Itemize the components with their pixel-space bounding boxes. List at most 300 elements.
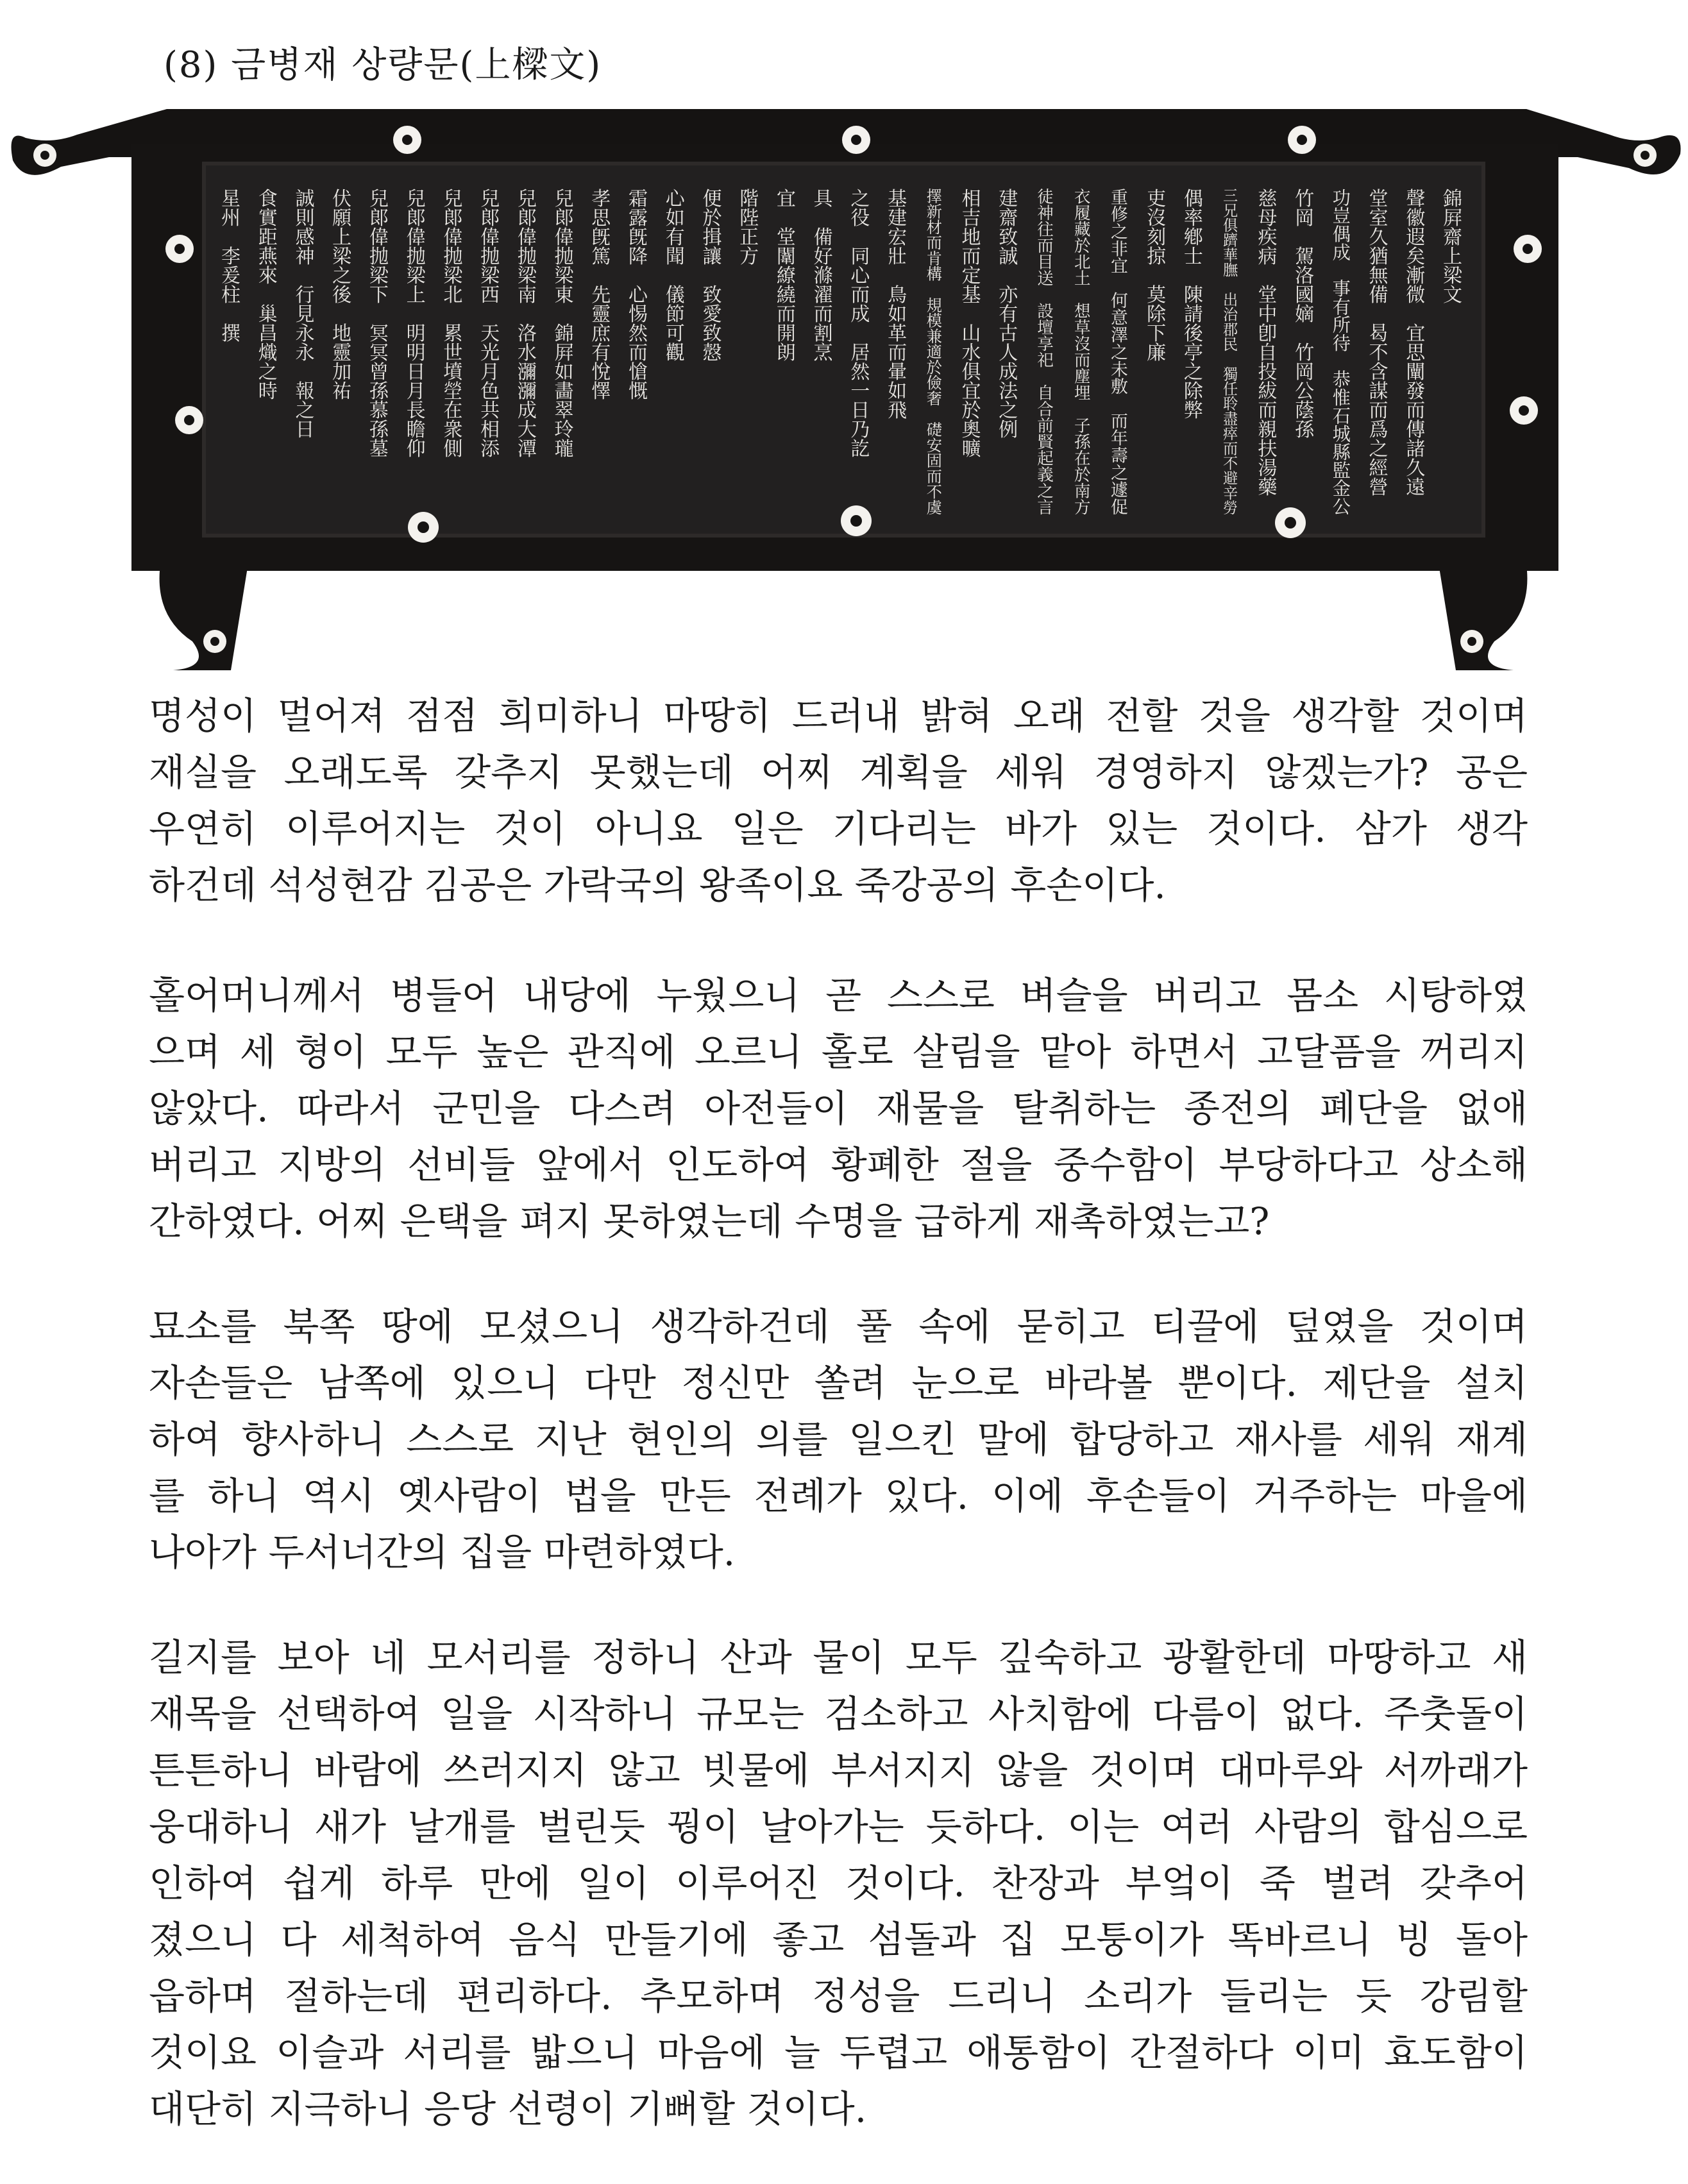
inscription-glyph: 齋 [999,207,1018,230]
inscription-glyph: 而 [1258,400,1278,422]
inscription-glyph: 親 [1258,419,1278,441]
text-line: 버리고 지방의 선비들 앞에서 인도하여 황폐한 절을 중수함이 부당하다고 상소해 [149,1143,1528,1187]
text-line: 간하였다. 어찌 은택을 펴지 못하였는데 수명을 급하게 재촉하였는고? [149,1199,1270,1243]
inscription-glyph: 而 [1074,351,1091,371]
inscription-glyph: 孫 [369,380,389,403]
text-line: 것이요 이슬과 서리를 밟으니 마음에 늘 두렵고 애통함이 간절하다 이미 효도함이 [149,2031,1528,2074]
inscription-glyph: 躋 [1223,232,1238,250]
inscription-glyph: 恭 [1332,369,1351,391]
inscription-glyph: 澤 [1111,325,1128,346]
inscription-glyph: 盡 [1223,410,1238,428]
inscription-glyph: 然 [629,323,648,345]
inscription-glyph: 礎 [926,420,942,439]
inscription-glyph: 翠 [554,400,574,422]
text-line: 않았다. 따라서 군민을 다스려 아전들이 재물을 탈취하는 종전의 폐단을 없애 [149,1087,1528,1130]
inscription-glyph: 月 [480,361,500,384]
inscription-glyph: 如 [665,207,685,230]
inscription-glyph: 來 [258,265,278,287]
inscription-glyph: 梁 [480,265,500,287]
inscription-glyph: 方 [739,246,759,268]
inscription-glyph: 竹 [1295,188,1315,210]
inscription-glyph: 而 [1037,237,1054,256]
inscription-glyph: 朗 [776,342,796,364]
inscription-glyph: 兒 [517,188,537,210]
inscription-glyph: 未 [1111,360,1128,380]
inscription-glyph: 慕 [369,400,389,422]
inscription-glyph: 下 [369,284,389,307]
inscription-glyph: 日 [406,361,426,384]
inscription-glyph: 梁 [443,265,463,287]
inscription-glyph: 監 [1332,460,1351,482]
inscription-glyph: 瞻 [406,419,426,441]
inscription-glyph: 敷 [1111,377,1128,398]
text-line: 웅대하니 새가 날개를 벌린듯 꿩이 날아가는 듯하다. 이는 여러 사람의 합심으로 [149,1805,1528,1849]
inscription-glyph: 享 [1037,335,1054,354]
inscription-glyph: 見 [295,303,315,326]
inscription-glyph: 孫 [369,419,389,441]
inscription-glyph: 意 [1111,308,1128,328]
inscription-glyph: 衆 [443,419,463,441]
inscription-glyph: 金 [1332,478,1351,500]
inscription-glyph: 民 [1223,336,1238,353]
inscription-glyph: 於 [702,207,722,230]
inscription-glyph: 錦 [1443,188,1462,210]
inscription-glyph: 繞 [776,284,796,307]
inscription-glyph: 聲 [1406,188,1426,210]
inscription-glyph: 偉 [480,226,500,249]
inscription-glyph: 則 [295,207,315,230]
inscription-glyph: 上 [332,226,352,249]
inscription-glyph: 土 [1074,269,1091,289]
text-line: 읍하며 절하는데 편리하다. 추모하며 정성을 드리니 소리가 들리는 듯 강림할 [149,1974,1528,2018]
inscription-glyph: 行 [295,284,315,307]
inscription-glyph: 而 [1406,400,1426,422]
inscription-glyph: 前 [1037,416,1054,436]
inscription-glyph: 藏 [1074,220,1091,240]
inscription-glyph: 冥 [369,323,389,345]
inscription-glyph: 紱 [1258,380,1278,403]
inscription-glyph: 惕 [629,303,648,326]
inscription-glyph: 而 [629,342,648,364]
inscription-glyph: 割 [813,323,833,345]
inscription-glyph: 如 [554,361,574,384]
inscription-glyph: 縣 [1332,442,1351,463]
inscription-glyph: 徽 [1406,207,1426,230]
text-line: 하건데 석성현감 김공은 가락국의 왕족이요 죽강공의 후손이다. [149,863,1166,907]
inscription-glyph: 北 [1074,253,1091,273]
inscription-glyph: 悅 [591,361,611,384]
inscription-glyph: 湯 [1258,457,1278,480]
inscription-glyph: 郞 [517,207,537,230]
inscription-glyph: 長 [406,400,426,422]
inscription-glyph: 潭 [517,438,537,461]
inscription-glyph: 營 [1369,477,1388,499]
inscription-glyph: 梁 [517,265,537,287]
inscription-glyph: 靈 [332,342,352,364]
inscription-glyph: 肯 [926,249,942,268]
inscription-glyph: 猶 [1369,246,1388,268]
inscription-glyph: 明 [406,342,426,364]
inscription-glyph: 請 [1183,303,1203,326]
inscription-glyph: 大 [517,419,537,441]
inscription-glyph: 然 [850,361,870,384]
inscription-glyph: 昌 [258,323,278,345]
inscription-glyph: 同 [850,246,870,268]
inscription-glyph: 之 [1369,438,1388,461]
inscription-glyph: 實 [258,207,278,230]
inscription-glyph: 偶 [1183,188,1203,210]
inscription-glyph: 壽 [1111,446,1128,466]
inscription-glyph: 郞 [554,207,574,230]
inscription-glyph: 洛 [1295,265,1315,287]
inscription-glyph: 廉 [1147,342,1167,364]
inscription-glyph: 觀 [665,342,685,364]
inscription-glyph: 神 [295,246,315,268]
inscription-glyph: 合 [1037,400,1054,419]
inscription-glyph: 豈 [1332,205,1351,227]
inscription-glyph: 塵 [1074,368,1091,387]
inscription-glyph: 功 [1332,187,1351,209]
inscription-glyph: 孝 [591,188,611,210]
inscription-glyph: 儉 [926,373,942,393]
inscription-glyph: 含 [1369,361,1388,384]
inscription-glyph: 之 [1111,343,1128,363]
inscription-glyph: 俱 [1223,217,1238,235]
inscription-glyph: 而 [1223,440,1238,458]
inscription-glyph: 後 [332,284,352,307]
inscription-glyph: 於 [1074,237,1091,256]
paragraph-4 [149,1629,1528,2137]
inscription-glyph: 蔭 [1295,400,1315,422]
inscription-glyph: 天 [480,323,500,345]
inscription-glyph: 病 [1258,246,1278,268]
inscription-glyph: 下 [1147,323,1167,345]
inscription-glyph: 梁 [369,265,389,287]
inscription-glyph: 篤 [591,246,611,268]
inscription-glyph: 奢 [926,389,942,408]
inscription-glyph: 之 [258,361,278,384]
inscription-glyph: 曠 [961,438,981,461]
inscription-glyph: 齋 [1443,226,1462,249]
inscription-glyph: 添 [480,438,500,461]
inscription-glyph: 規 [926,296,942,315]
paragraph-3 [149,1298,1528,1580]
inscription-glyph: 神 [1037,204,1054,223]
paragraph-1 [149,688,1528,913]
inscription-glyph: 南 [517,284,537,307]
text-line: 인하여 쉽게 하루 만에 일이 이루어진 것이다. 찬장과 부엌이 죽 벌려 갖추어 [149,1861,1528,1905]
inscription-glyph: 郡 [1223,321,1238,339]
inscription-glyph: 任 [1223,380,1238,398]
inscription-glyph: 庶 [591,323,611,345]
inscription-glyph: 出 [1223,291,1238,309]
inscription-glyph: 擇 [926,187,942,206]
inscription-glyph: 往 [1037,220,1054,240]
inscription-glyph: 誠 [999,246,1018,268]
inscription-glyph: 之 [332,265,352,287]
inscription-glyph: 矣 [1406,246,1426,268]
inscription-glyph: 側 [443,438,463,461]
inscription-glyph: 兒 [406,188,426,210]
inscription-glyph: 好 [813,246,833,268]
inscription-glyph: 奧 [961,419,981,441]
inscription-glyph: 事 [1332,278,1351,300]
inscription-glyph: 惟 [1332,387,1351,409]
inscription-glyph: 心 [629,284,648,307]
inscription-glyph: 堂 [1258,284,1278,307]
inscription-glyph: 繚 [776,265,796,287]
inscription-glyph: 烹 [813,342,833,364]
inscription-glyph: 熾 [258,342,278,364]
inscription-glyph: 材 [926,217,942,237]
inscription-glyph: 兼 [926,326,942,346]
inscription-glyph: 目 [1037,253,1054,273]
inscription-glyph: 漸 [1406,265,1426,287]
inscription-glyph: 例 [999,419,1018,441]
inscription-glyph: 西 [480,284,500,307]
inscription-glyph: 革 [888,323,907,345]
inscription-glyph: 屛 [554,342,574,364]
inscription-glyph: 地 [961,226,981,249]
inscription-glyph: 旣 [591,226,611,249]
inscription-glyph: 文 [1443,284,1462,307]
inscription-glyph: 率 [1183,207,1203,230]
inscription-glyph: 兒 [443,188,463,210]
inscription-glyph: 致 [702,284,722,307]
inscription-glyph: 國 [1295,284,1315,307]
inscription-glyph: 三 [1223,187,1238,205]
inscription-glyph: 瀰 [517,361,537,384]
inscription-glyph: 方 [1074,498,1091,518]
inscription-glyph: 言 [1037,498,1054,518]
inscription-glyph: 北 [443,284,463,307]
inscription-glyph: 俱 [961,361,981,384]
inscription-glyph: 儀 [665,284,685,307]
inscription-glyph: 闡 [1406,361,1426,384]
inscription-glyph: 修 [1111,205,1128,225]
inscription-glyph: 光 [480,342,500,364]
inscription-glyph: 暈 [888,361,907,384]
inscription-glyph: 開 [776,323,796,345]
inscription-glyph: 祀 [1037,351,1054,371]
inscription-glyph: 鄕 [1183,226,1203,249]
inscription-glyph: 南 [1074,482,1091,502]
inscription-glyph: 待 [1332,333,1351,354]
inscription-glyph: 而 [926,467,942,486]
inscription-glyph: 子 [1074,416,1091,436]
inscription-glyph: 謀 [1369,380,1388,403]
inscription-glyph: 何 [1111,291,1128,311]
inscription-glyph: 模 [926,311,942,330]
inscription-glyph: 獨 [1223,366,1238,384]
inscription-glyph: 基 [961,284,981,307]
inscription-glyph: 距 [258,226,278,249]
inscription-glyph: 士 [1183,246,1203,268]
inscription-glyph: 兒 [369,188,389,210]
inscription-glyph: 瓏 [554,438,574,461]
inscription-glyph: 自 [1258,342,1278,364]
inscription-glyph: 華 [1223,246,1238,264]
section-heading: (8) 금병재 상량문(上樑文) [164,44,602,86]
inscription-glyph: 撰 [221,323,241,345]
inscription-glyph: 畵 [554,380,574,403]
inscription-glyph: 偉 [406,226,426,249]
inscription-glyph: 孫 [1074,433,1091,452]
inscription-glyph: 後 [1183,323,1203,345]
inscription-glyph: 偉 [369,226,389,249]
inscription-glyph: 水 [517,342,537,364]
text-line: 졌으니 다 세척하여 음식 만들기에 좋고 섬돌과 집 모퉁이가 똑바르니 빙 돌아 [149,1918,1528,1961]
inscription-glyph: 虞 [926,498,942,517]
inscription-glyph: 之 [999,400,1018,422]
inscription-glyph: 州 [221,207,241,230]
inscription-glyph: 經 [1369,457,1388,480]
inscription-glyph: 巢 [258,303,278,326]
inscription-glyph: 思 [1406,342,1426,364]
text-line: 우연히 이루어지는 것이 아니요 일은 기다리는 바가 있는 것이다. 삼가 생각 [149,807,1528,851]
inscription-glyph: 重 [1111,187,1128,208]
inscription-glyph: 促 [1111,498,1128,518]
inscription-glyph: 報 [295,380,315,403]
inscription-glyph: 抛 [554,246,574,268]
text-line: 나아가 두서너간의 집을 마련하였다. [149,1530,736,1574]
inscription-glyph: 有 [1332,296,1351,318]
inscription-glyph: 宜 [1406,323,1426,345]
inscription-glyph: 有 [999,303,1018,326]
inscription-glyph: 屛 [1443,207,1462,230]
inscription-glyph: 刻 [1147,226,1167,249]
inscription-glyph: 治 [1223,306,1238,324]
inscription-glyph: 起 [1037,449,1054,469]
inscription-glyph: 公 [1295,380,1315,403]
inscription-glyph: 梁 [406,265,426,287]
text-line: 대단히 지극하니 응당 선령이 기뻐할 것이다. [149,2087,867,2131]
inscription-glyph: 孫 [1295,419,1315,441]
inscription-glyph: 宏 [888,226,907,249]
inscription-glyph: 室 [1369,207,1388,230]
inscription-glyph: 陛 [739,207,759,230]
inscription-glyph: 成 [999,361,1018,384]
inscription-glyph: 加 [332,361,352,384]
inscription-glyph: 郞 [443,207,463,230]
inscription-glyph: 不 [1369,342,1388,364]
inscription-glyph: 自 [1037,384,1054,403]
text-line: 튼튼하니 바람에 쓰러지지 않고 빗물에 부서지지 않을 것이며 대마루와 서까래가 [149,1748,1528,1792]
inscription-glyph: 抛 [443,246,463,268]
inscription-glyph: 上 [406,284,426,307]
inscription-glyph: 之 [1111,222,1128,242]
inscription-glyph: 於 [961,400,981,422]
inscription-glyph: 先 [591,284,611,307]
inscription-glyph: 堂 [776,226,796,249]
inscription-glyph: 宜 [961,380,981,403]
inscription-glyph: 鳥 [888,284,907,307]
inscription-glyph: 兒 [480,188,500,210]
inscription-glyph: 想 [1074,302,1091,321]
inscription-glyph: 有 [665,226,685,249]
text-line: 명성이 멀어져 점점 희미하니 마땅히 드러내 밝혀 오래 전할 것을 생각할 것이며 [149,694,1528,738]
inscription-glyph: 上 [1443,246,1462,268]
inscription-glyph: 愛 [702,303,722,326]
inscription-glyph: 之 [295,400,315,422]
inscription-glyph: 冥 [369,342,389,364]
inscription-glyph: 扶 [1258,438,1278,461]
inscription-glyph: 基 [888,188,907,210]
inscription-glyph: 月 [406,380,426,403]
inscription-glyph: 具 [813,188,833,210]
inscription-glyph: 瘁 [1223,425,1238,443]
inscription-glyph: 心 [665,188,685,210]
inscription-glyph: 偉 [554,226,574,249]
inscription-glyph: 乃 [850,419,870,441]
inscription-glyph: 色 [480,380,500,403]
inscription-glyph: 疾 [1258,226,1278,249]
inscription-glyph: 抛 [406,246,426,268]
inscription-glyph: 諸 [1406,438,1426,461]
inscription-glyph: 中 [1258,303,1278,326]
inscription-glyph: 相 [480,419,500,441]
inscription-glyph: 而 [1369,400,1388,422]
inscription-glyph: 送 [1037,269,1054,289]
inscription-glyph: 抛 [480,246,500,268]
inscription-glyph: 不 [926,482,942,502]
inscription-glyph: 之 [1183,361,1203,384]
inscription-glyph: 嫡 [1295,303,1315,326]
inscription-glyph: 成 [517,400,537,422]
inscription-glyph: 宜 [776,188,796,210]
inscription-glyph: 聆 [1223,395,1238,413]
inscription-glyph: 靈 [591,303,611,326]
inscription-glyph: 山 [961,323,981,345]
inscription-glyph: 構 [926,264,942,284]
inscription-glyph: 伏 [332,188,352,210]
inscription-glyph: 除 [1147,303,1167,326]
inscription-glyph: 亦 [999,284,1018,307]
inscription-glyph: 仰 [406,438,426,461]
inscription-glyph: 永 [295,323,315,345]
inscription-glyph: 定 [961,265,981,287]
inscription-glyph: 之 [1037,482,1054,502]
inscription-glyph: 思 [591,207,611,230]
inscription-glyph: 東 [554,284,574,307]
inscription-glyph: 吉 [961,207,981,230]
inscription-glyph: 避 [1223,470,1238,487]
inscription-glyph: 偉 [517,226,537,249]
inscription-glyph: 墳 [443,361,463,384]
inscription-glyph: 而 [888,342,907,364]
inscription-glyph: 而 [926,233,942,253]
inscription-glyph: 備 [1369,284,1388,307]
inscription-glyph: 慨 [629,380,648,403]
inscription-glyph: 於 [1074,466,1091,485]
inscription-glyph: 岡 [1295,361,1315,384]
inscription-glyph: 發 [1406,380,1426,403]
inscription-glyph: 膴 [1223,262,1238,280]
inscription-glyph: 時 [258,380,278,403]
inscription-glyph: 亭 [1183,342,1203,364]
inscription-glyph: 岡 [1295,207,1315,230]
inscription-glyph: 壯 [888,246,907,268]
inscription-glyph: 衣 [1074,187,1091,207]
inscription-glyph: 洛 [517,323,537,345]
inscription-glyph: 郞 [406,207,426,230]
inscription-glyph: 母 [1258,207,1278,230]
inscription-glyph: 微 [1406,284,1426,307]
inscription-glyph: 曷 [1369,323,1388,345]
inscription-glyph: 遐 [1406,226,1426,249]
text-line: 으며 세 형이 모두 높은 관직에 오르니 홀로 살림을 맡아 하면서 고달픔을 꺼리지 [149,1030,1528,1074]
plaque-board [204,164,1483,536]
